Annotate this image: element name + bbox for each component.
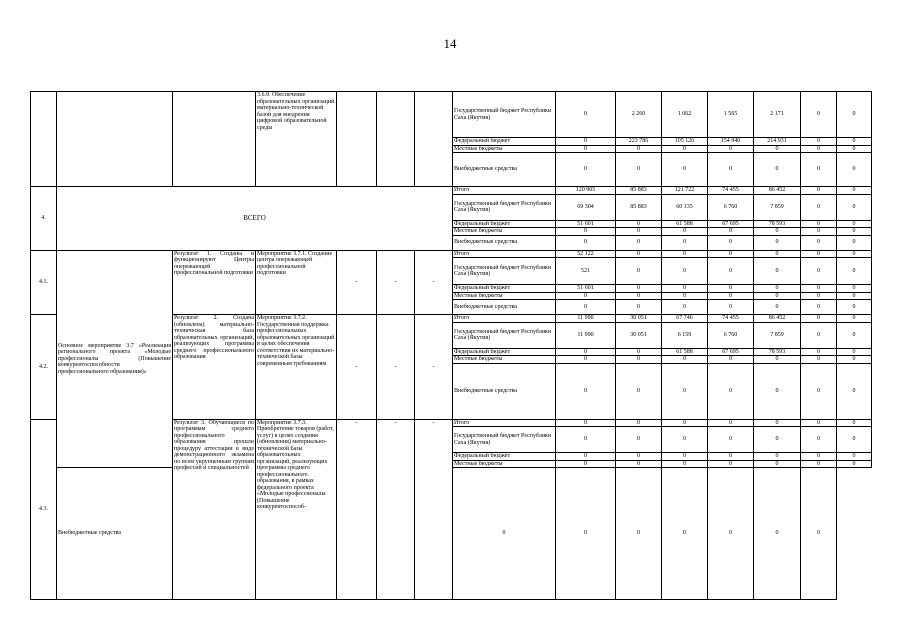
value-cell: 0	[662, 285, 708, 293]
value-cell: 0	[708, 363, 754, 419]
value-cell: 0	[616, 427, 662, 453]
value-cell: 0	[837, 153, 872, 187]
value-cell: 0	[801, 356, 837, 364]
value-cell: 0	[556, 363, 616, 419]
value-cell: 0	[801, 258, 837, 285]
value-cell: 0	[616, 356, 662, 364]
value-cell: 0	[837, 220, 872, 228]
value-cell: 0	[708, 468, 754, 600]
value-cell: 0	[754, 460, 801, 468]
value-cell: 0	[801, 427, 837, 453]
value-cell: 0	[616, 460, 662, 468]
row-number: 4.3.	[31, 419, 57, 600]
value-cell: 0	[754, 250, 801, 258]
dash-cell: -	[377, 315, 415, 420]
source-cell: Местные бюджеты	[453, 356, 556, 364]
dash-cell: -	[415, 419, 453, 600]
value-cell: 0	[837, 194, 872, 220]
value-cell: 0	[837, 300, 872, 315]
value-cell: 0	[662, 363, 708, 419]
value-cell: 78 593	[754, 220, 801, 228]
value-cell: 0	[708, 300, 754, 315]
value-cell: 0	[662, 300, 708, 315]
event-cell: Мероприятие 3.7.1. Создание центра опережающей профессиональной подготовки	[256, 250, 337, 315]
source-cell: Внебюджетные средства	[453, 363, 556, 419]
value-cell: 0	[616, 292, 662, 300]
value-cell: 0	[616, 348, 662, 356]
value-cell: 0	[801, 145, 837, 153]
value-cell: 85 883	[616, 187, 662, 195]
value-cell: 61 588	[662, 220, 708, 228]
value-cell: 0	[662, 427, 708, 453]
value-cell: 0	[662, 460, 708, 468]
value-cell: 0	[754, 427, 801, 453]
value-cell: 0	[556, 228, 616, 236]
value-cell: 0	[837, 285, 872, 293]
value-cell: 30 051	[616, 322, 662, 348]
value-cell: 0	[837, 235, 872, 250]
value-cell: 0	[837, 228, 872, 236]
value-cell: 0	[801, 300, 837, 315]
source-cell: Итого	[453, 250, 556, 258]
value-cell: 0	[754, 300, 801, 315]
value-cell: 0	[556, 153, 616, 187]
result-cell: Результат 2. Создана (обновлена) материально-техническая база образовательных организаций, реализующих программы среднего профессионального образования	[173, 315, 256, 420]
source-cell: Федеральный бюджет	[453, 348, 556, 356]
value-cell: 0	[837, 453, 872, 461]
value-cell: 0	[662, 468, 708, 600]
value-cell: 0	[662, 419, 708, 427]
source-cell: Государственный бюджет Республики Саха (Якутия)	[453, 92, 556, 138]
value-cell: 0	[754, 153, 801, 187]
dash-cell: -	[337, 419, 377, 600]
value-cell: 0	[662, 235, 708, 250]
result-cell: Результат 1. Созданы и функционируют Центры опережающей профессиональной подготовки	[173, 250, 256, 315]
value-cell: 223 786	[616, 138, 662, 146]
value-cell: 11 990	[556, 322, 616, 348]
value-cell: 78 593	[754, 348, 801, 356]
value-cell: 0	[556, 453, 616, 461]
value-cell: 0	[556, 300, 616, 315]
value-cell: 0	[662, 292, 708, 300]
value-cell: 61 588	[662, 348, 708, 356]
value-cell: 0	[616, 145, 662, 153]
value-cell: 0	[837, 348, 872, 356]
source-cell: Итого	[453, 187, 556, 195]
value-cell: 0	[801, 92, 837, 138]
value-cell: 0	[556, 92, 616, 138]
value-cell: 0	[556, 460, 616, 468]
value-cell: 0	[708, 258, 754, 285]
value-cell: 1 565	[708, 92, 754, 138]
source-cell: Федеральный бюджет	[453, 453, 556, 461]
value-cell: 0	[556, 292, 616, 300]
value-cell: 0	[616, 285, 662, 293]
value-cell: 0	[837, 292, 872, 300]
source-cell: Местные бюджеты	[453, 228, 556, 236]
source-cell: Федеральный бюджет	[453, 220, 556, 228]
value-cell: 0	[616, 153, 662, 187]
source-cell: Государственный бюджет Республики Саха (Якутия)	[453, 322, 556, 348]
event-cell: Мероприятие 3.7.2. Государственная поддержка профессиональных образовательных организаций в целях обеспечения соответствия их материально-технической базы современным требованиям	[256, 315, 337, 420]
dash-cell: -	[337, 250, 377, 315]
value-cell: 0	[801, 322, 837, 348]
value-cell: 0	[556, 145, 616, 153]
value-cell: 1 062	[662, 92, 708, 138]
value-cell: 0	[616, 258, 662, 285]
source-cell: Государственный бюджет Республики Саха (Якутия)	[453, 427, 556, 453]
budget-table	[30, 91, 872, 600]
value-cell: 86 452	[754, 187, 801, 195]
dash-cell: -	[415, 250, 453, 315]
value-cell: 0	[556, 356, 616, 364]
main-event-cell: Основное мероприятие 3.7 «Реализация регионального проекта «Молодые профессионалы (Повышение конкурентоспособности профессионального образования)»	[57, 250, 173, 468]
value-cell: 52 122	[556, 250, 616, 258]
value-cell: 6 159	[662, 322, 708, 348]
value-cell: 0	[662, 356, 708, 364]
value-cell: 154 940	[708, 138, 754, 146]
result-cell: Результат 3. Обучающиеся по программам среднего профессионального образования прошли процедуру аттестации в виде демонстрационного экзамена по всем укрупненным группам профессий и специальностей	[173, 419, 256, 600]
source-cell: Местные бюджеты	[453, 460, 556, 468]
value-cell: 0	[801, 194, 837, 220]
value-cell: 0	[556, 235, 616, 250]
value-cell: 0	[801, 220, 837, 228]
source-cell: Внебюджетные средства	[453, 153, 556, 187]
value-cell: 0	[754, 292, 801, 300]
value-cell: 0	[754, 285, 801, 293]
value-cell: 0	[837, 258, 872, 285]
source-cell: Итого	[453, 419, 556, 427]
dash-cell: -	[337, 315, 377, 420]
value-cell: 0	[801, 292, 837, 300]
value-cell: 6 760	[708, 194, 754, 220]
value-cell: 120 905	[556, 187, 616, 195]
value-cell: 0	[708, 356, 754, 364]
value-cell: 51 601	[556, 285, 616, 293]
value-cell: 0	[708, 250, 754, 258]
row-number: 4.	[31, 187, 57, 251]
value-cell: 0	[708, 453, 754, 461]
value-cell: 0	[556, 419, 616, 427]
row-number: 4.1.	[31, 250, 57, 315]
source-cell: Итого	[453, 315, 556, 323]
value-cell: 0	[708, 153, 754, 187]
value-cell: 0	[616, 453, 662, 461]
value-cell: 0	[556, 348, 616, 356]
dash-cell: -	[415, 315, 453, 420]
value-cell: 0	[837, 322, 872, 348]
value-cell: 67 746	[662, 315, 708, 323]
value-cell: 0	[754, 235, 801, 250]
value-cell: 0	[837, 315, 872, 323]
value-cell: 0	[837, 250, 872, 258]
empty-cell	[415, 92, 453, 187]
source-cell: Внебюджетные средства	[453, 235, 556, 250]
source-cell: Федеральный бюджет	[453, 138, 556, 146]
value-cell: 0	[801, 453, 837, 461]
value-cell: 214 931	[754, 138, 801, 146]
value-cell: 67 695	[708, 348, 754, 356]
source-cell: Государственный бюджет Республики Саха (Якутия)	[453, 258, 556, 285]
value-cell: 0	[662, 153, 708, 187]
number-cell	[31, 92, 57, 187]
value-cell: 0	[837, 356, 872, 364]
value-cell: 0	[837, 427, 872, 453]
value-cell: 11 990	[556, 315, 616, 323]
value-cell: 0	[801, 419, 837, 427]
value-cell: 0	[662, 250, 708, 258]
value-cell: 67 695	[708, 220, 754, 228]
value-cell: 2 171	[754, 92, 801, 138]
source-cell: Внебюджетные средства	[453, 300, 556, 315]
value-cell: 0	[754, 453, 801, 461]
value-cell: 0	[616, 228, 662, 236]
event-cell: 3.6.9. Обеспечение образовательных организаций материально-технической базой для внедрения цифровой образовательной среды	[256, 92, 337, 187]
value-cell: 0	[801, 460, 837, 468]
value-cell: 0	[662, 258, 708, 285]
value-cell: 0	[837, 460, 872, 468]
value-cell: 0	[801, 363, 837, 419]
value-cell: 0	[801, 348, 837, 356]
value-cell: 85 883	[616, 194, 662, 220]
value-cell: 0	[837, 138, 872, 146]
value-cell: 0	[801, 468, 837, 600]
value-cell: 0	[616, 250, 662, 258]
page-number: 14	[443, 36, 457, 51]
value-cell: 7 859	[754, 322, 801, 348]
value-cell: 0	[708, 228, 754, 236]
value-cell: 0	[837, 419, 872, 427]
value-cell: 0	[616, 235, 662, 250]
value-cell: 0	[708, 419, 754, 427]
value-cell: 0	[837, 92, 872, 138]
value-cell: 0	[801, 250, 837, 258]
value-cell: 0	[662, 228, 708, 236]
table-row	[31, 250, 872, 258]
value-cell: 0	[708, 285, 754, 293]
value-cell: 0	[453, 468, 556, 600]
value-cell: 105 126	[662, 138, 708, 146]
value-cell: 51 601	[556, 220, 616, 228]
value-cell: 74 455	[708, 315, 754, 323]
main-event-cell	[57, 92, 173, 187]
value-cell: 6 760	[708, 322, 754, 348]
value-cell: 0	[708, 145, 754, 153]
value-cell: 86 452	[754, 315, 801, 323]
value-cell: 0	[754, 356, 801, 364]
value-cell: 0	[754, 228, 801, 236]
value-cell: 0	[801, 235, 837, 250]
value-cell: 0	[754, 145, 801, 153]
value-cell: 2 260	[616, 92, 662, 138]
value-cell: 0	[556, 427, 616, 453]
value-cell: 0	[754, 468, 801, 600]
value-cell: 0	[556, 138, 616, 146]
value-cell: 0	[801, 187, 837, 195]
value-cell: 0	[801, 285, 837, 293]
value-cell: 0	[837, 187, 872, 195]
value-cell: 0	[616, 300, 662, 315]
source-cell: Местные бюджеты	[453, 292, 556, 300]
value-cell: 0	[708, 292, 754, 300]
value-cell: 60 135	[662, 194, 708, 220]
value-cell: 0	[754, 363, 801, 419]
empty-cell	[337, 92, 377, 187]
value-cell: 0	[801, 315, 837, 323]
source-cell: Государственный бюджет Республики Саха (Якутия)	[453, 194, 556, 220]
value-cell: 30 051	[616, 315, 662, 323]
value-cell: 0	[616, 468, 662, 600]
table-row	[31, 92, 872, 138]
value-cell: 121 722	[662, 187, 708, 195]
value-cell: 0	[708, 427, 754, 453]
value-cell: 0	[837, 145, 872, 153]
total-label: ВСЕГО	[57, 187, 453, 251]
dash-cell: -	[377, 419, 415, 600]
value-cell: 521	[556, 258, 616, 285]
dash-cell: -	[377, 250, 415, 315]
value-cell: 0	[801, 228, 837, 236]
value-cell: 0	[801, 138, 837, 146]
row-number: 4.2.	[31, 315, 57, 420]
value-cell: 0	[754, 258, 801, 285]
value-cell: 0	[754, 419, 801, 427]
event-cell: Мероприятие 3.7.3. Приобретение товаров (работ, услуг) в целях создания (обновления) материально-технической базы образовательных организаций, реализующих программы среднего профессионального образования, в рамках федерального проекта «Молодые профессионалы (Повышение конкурентоспособ-	[256, 419, 337, 600]
value-cell: 0	[708, 235, 754, 250]
value-cell: 0	[616, 220, 662, 228]
value-cell: 0	[837, 363, 872, 419]
value-cell: 0	[556, 468, 616, 600]
value-cell: 0	[662, 145, 708, 153]
value-cell: 0	[616, 419, 662, 427]
value-cell: 0	[616, 363, 662, 419]
source-cell: Местные бюджеты	[453, 145, 556, 153]
value-cell: 74 455	[708, 187, 754, 195]
source-cell: Внебюджетные средства	[57, 468, 173, 600]
value-cell: 0	[662, 453, 708, 461]
value-cell: 0	[801, 153, 837, 187]
value-cell: 7 859	[754, 194, 801, 220]
table-row	[31, 187, 872, 195]
empty-cell	[377, 92, 415, 187]
result-cell	[173, 92, 256, 187]
source-cell: Федеральный бюджет	[453, 285, 556, 293]
value-cell: 0	[708, 460, 754, 468]
value-cell: 69 304	[556, 194, 616, 220]
